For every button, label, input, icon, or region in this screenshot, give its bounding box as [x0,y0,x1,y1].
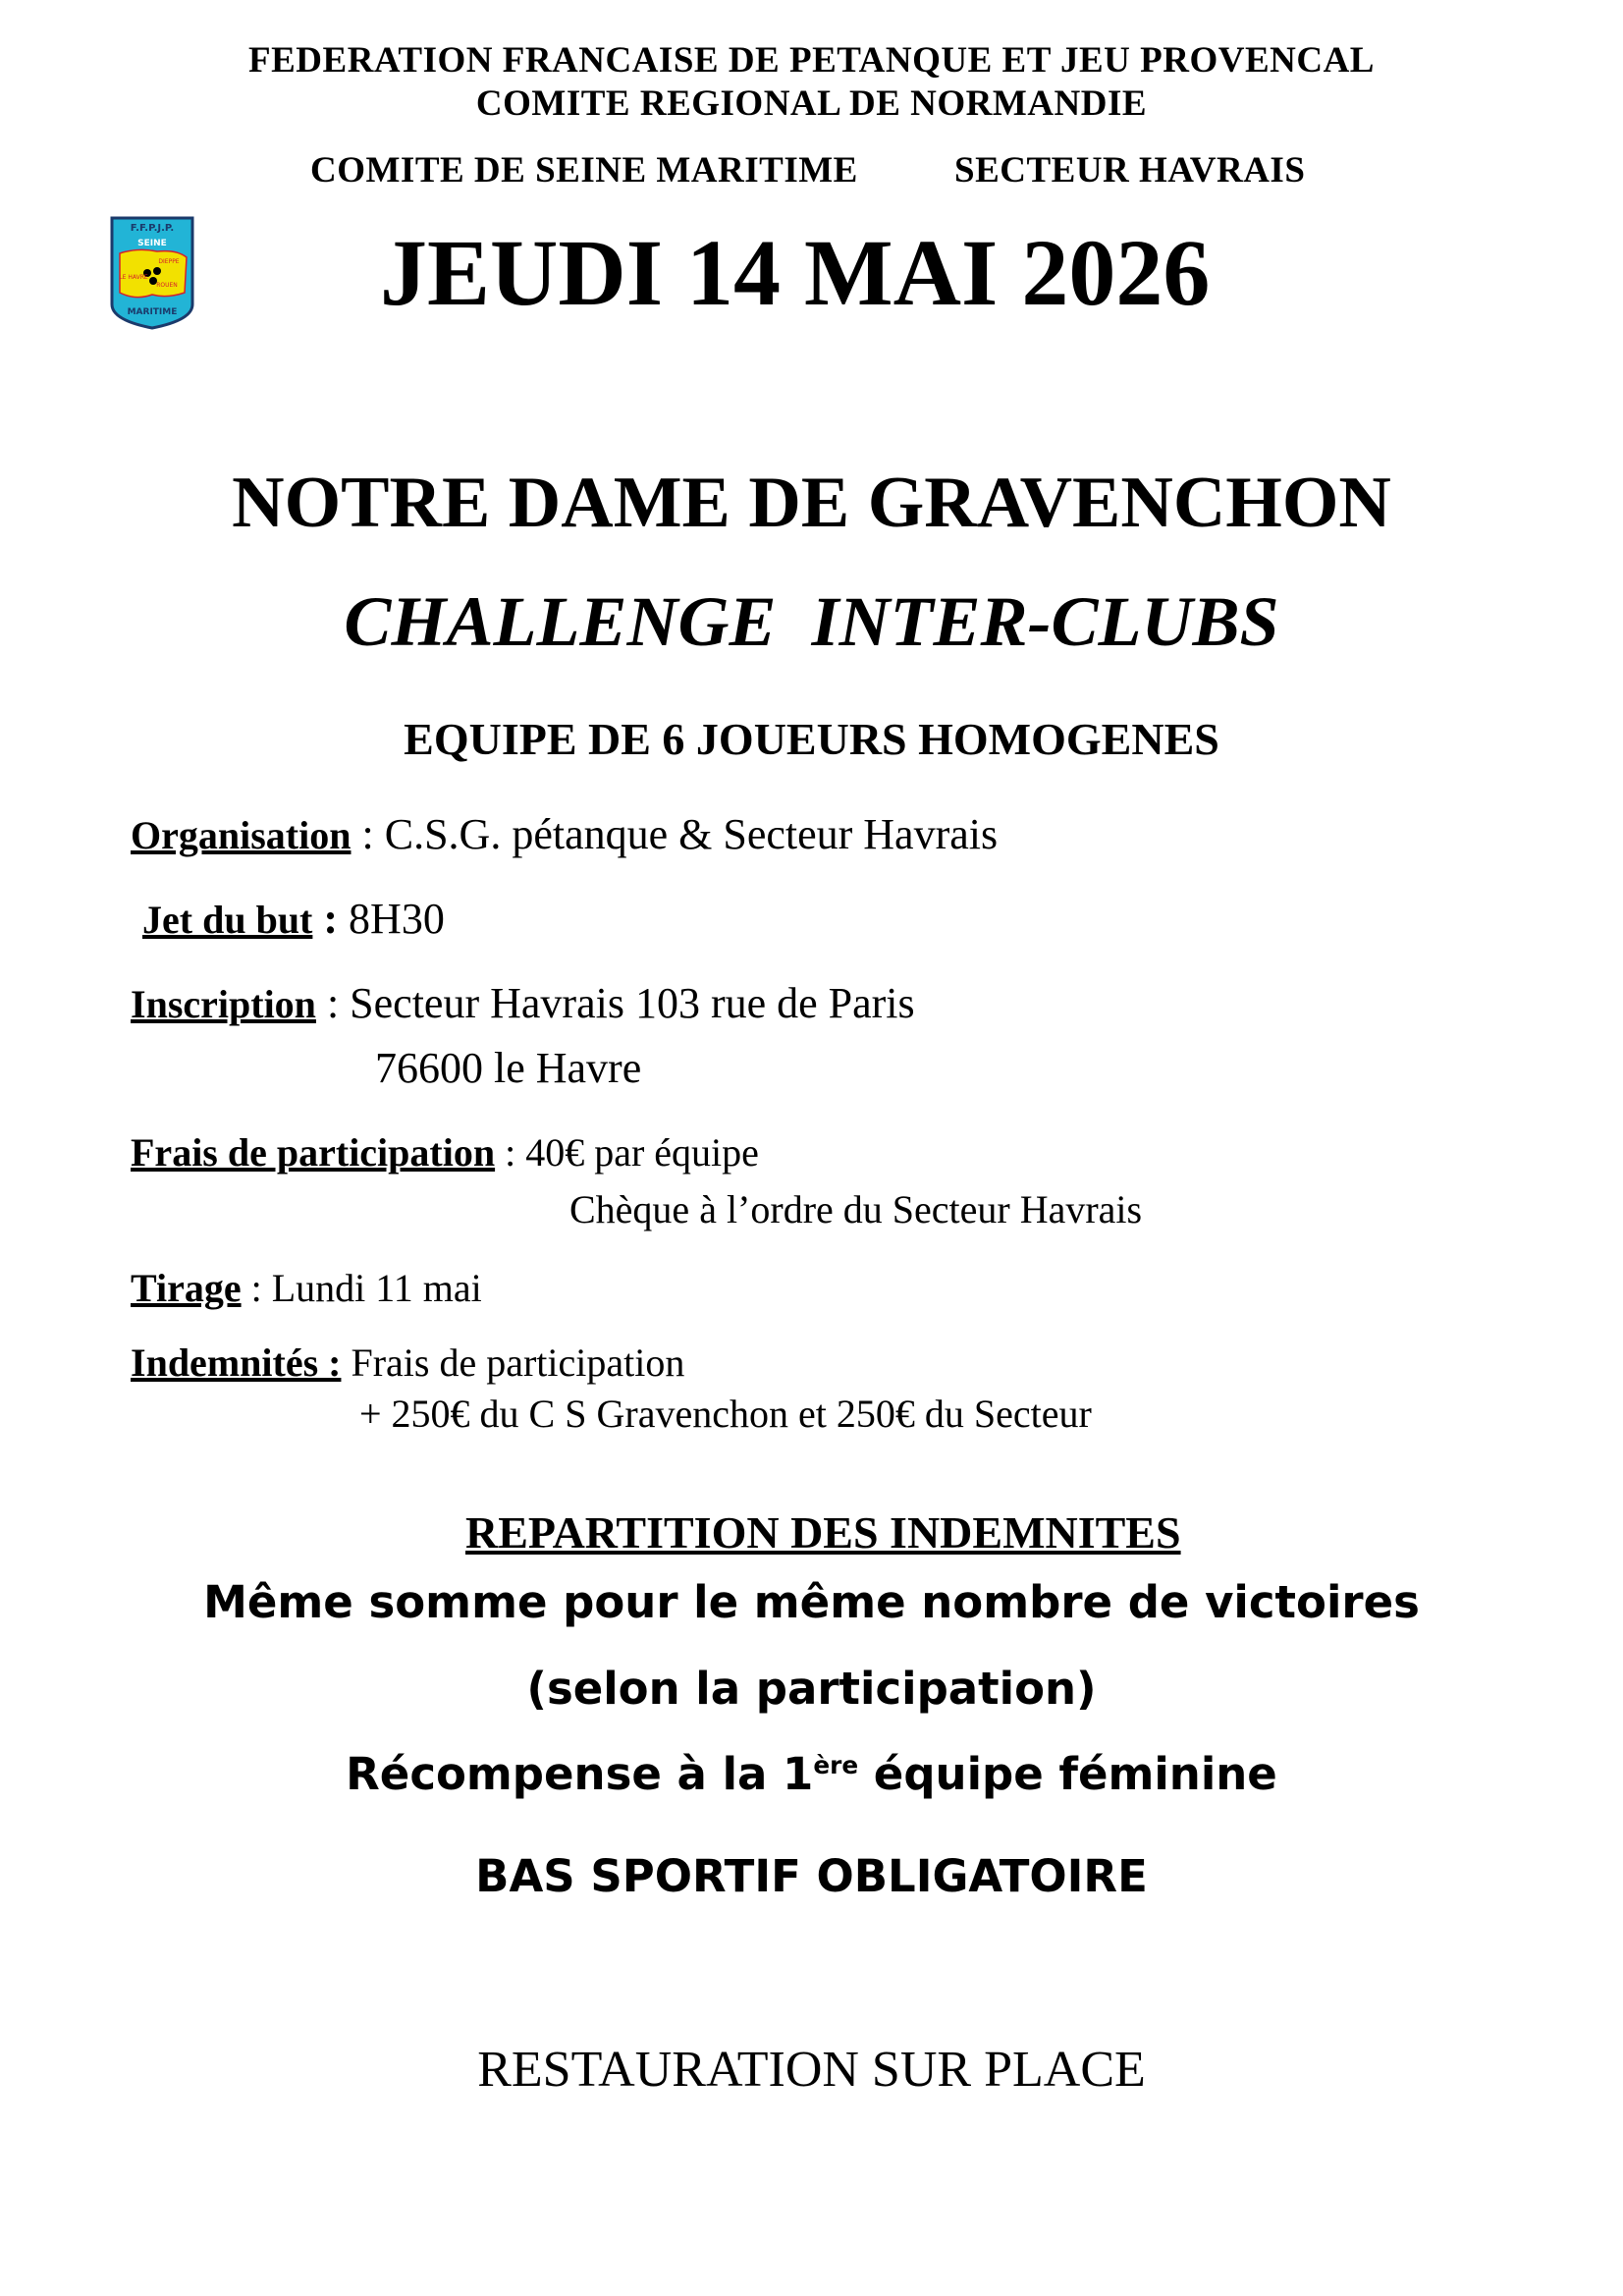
tirage-label: Tirage [131,1266,242,1310]
logo-town-le-havre: LE HAVRE [119,274,148,281]
frais-row [131,1129,759,1175]
tirage-row [131,1265,482,1311]
jet-du-but-label: Jet du but [142,898,313,942]
logo-seine-text: SEINE [137,239,167,248]
federation-title: FEDERATION FRANCAISE DE PETANQUE ET JEU PROVENCAL [248,40,1375,81]
repartition-rule: Même somme pour le même nombre de victoires [203,1576,1420,1628]
organisation-separator: : [351,810,385,858]
women-team-award [0,1748,1623,1800]
indemnites-amounts: + 250€ du C S Gravenchon et 250€ du Secteur [359,1392,1092,1436]
organisation-value: C.S.G. pétanque & Secteur Havrais [384,810,999,858]
indemnites-row [131,1339,684,1386]
organisation-label: Organisation [131,813,352,857]
logo-town-dieppe: DIEPPE [158,258,180,265]
dress-code: BAS SPORTIF OBLIGATOIRE [475,1850,1148,1902]
event-date: JEUDI 14 MAI 2026 [380,220,1211,325]
sector-name: SECTEUR HAVRAIS [954,150,1306,191]
inscription-row [131,978,915,1028]
regional-committee: COMITE REGIONAL DE NORMANDIE [475,83,1148,124]
inscription-address: Secteur Havrais 103 rue de Paris [350,979,915,1027]
logo-maritime-text: MARITIME [127,307,178,317]
award-superscript: ère [813,1751,859,1779]
frais-amount: 40€ par équipe [525,1130,759,1175]
logo-federation-text: F.F.P.J.P. [130,223,175,234]
event-location: NOTRE DAME DE GRAVENCHON [232,463,1391,543]
boule-icon [153,267,161,275]
repartition-note: (selon la participation) [526,1663,1097,1715]
inscription-label: Inscription [131,982,316,1026]
jet-du-but-row [142,894,445,944]
departmental-committee: COMITE DE SEINE MARITIME [310,150,858,191]
jet-du-but-value: 8H30 [349,895,445,943]
repartition-title-text: REPARTITION DES INDEMNITES [465,1507,1181,1558]
ffpjp-seine-maritime-logo [108,214,196,330]
restauration-notice: RESTAURATION SUR PLACE [477,2042,1146,2098]
team-format: EQUIPE DE 6 JOUEURS HOMOGENES [404,714,1219,764]
inscription-separator: : [315,979,351,1027]
logo-town-rouen: ROUEN [156,282,178,289]
frais-cheque: Chèque à l’ordre du Secteur Havrais [569,1187,1143,1231]
repartition-title [465,1506,1181,1558]
tirage-separator: : [241,1266,272,1310]
award-text-end: équipe féminine [858,1748,1277,1800]
jet-du-but-separator: : [312,895,350,943]
challenge-title: CHALLENGE INTER-CLUBS [344,582,1279,661]
frais-label: Frais de participation [131,1130,496,1175]
indemnites-label: Indemnités : [131,1340,342,1385]
award-text-start: Récompense à la 1 [346,1748,814,1800]
tirage-value: Lundi 11 mai [271,1266,482,1310]
organisation-row [131,809,998,859]
inscription-city: 76600 le Havre [375,1044,642,1092]
frais-separator: : [495,1130,526,1175]
indemnites-value: Frais de participation [351,1340,685,1385]
